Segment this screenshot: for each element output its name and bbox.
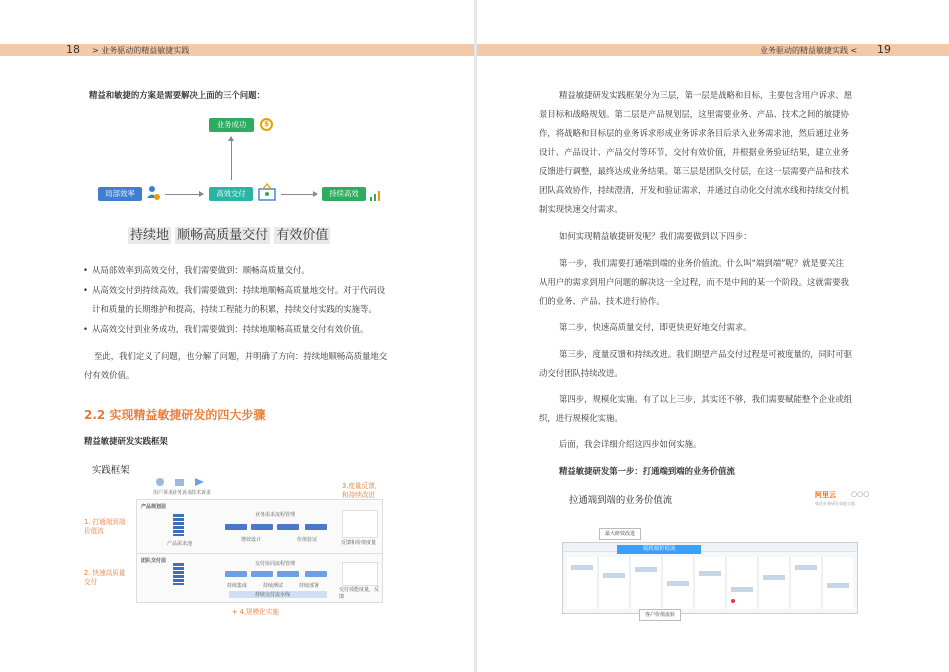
para-7: 后面，我会详细介绍这四步如何实施。 bbox=[559, 439, 702, 449]
header-title: > 业务驱动的精益敏捷实践 bbox=[92, 46, 190, 55]
bullet-3: • 从高效交付到业务成功，我们需要做到：持续地顺畅高质量交付有效价值。 bbox=[92, 321, 368, 338]
stage-integrate bbox=[277, 571, 299, 577]
left-page bbox=[0, 0, 474, 672]
feedback-panel-bottom bbox=[342, 562, 378, 586]
people-icon bbox=[146, 185, 160, 201]
aliyun-logo-sub: 集团业务研发效能实践 bbox=[815, 501, 855, 506]
business-demand-label: 业务诉求 bbox=[172, 490, 193, 496]
right-page bbox=[477, 0, 949, 672]
card-6 bbox=[731, 587, 753, 592]
team-backlog-block bbox=[173, 563, 184, 585]
pipeline-label: 持续交付流水线 bbox=[255, 592, 291, 598]
aliyun-logo bbox=[815, 490, 875, 510]
tech-demand-label: 技术诉求 bbox=[191, 490, 212, 496]
user-icon bbox=[156, 478, 164, 486]
business-success-box: 业务成功 bbox=[209, 118, 254, 132]
value-stream-title: 拉通端到端的业务价值流 bbox=[569, 495, 673, 506]
card-9 bbox=[827, 583, 849, 588]
section-title: 2.2 实现精益敏捷研发的四大步骤 bbox=[84, 408, 266, 422]
feedback-bottom-label: 交付效能度量，反馈 bbox=[339, 587, 380, 600]
bullet-2: • 从高效交付到持续高效，我们需要做到：持续地顺畅高质量地交付。对于代码设 bbox=[92, 282, 385, 299]
efficient-delivery-box: 高效交付 bbox=[209, 187, 253, 201]
caption-part-3: 有效价值 bbox=[276, 228, 329, 243]
card-3 bbox=[635, 567, 657, 572]
label-step-1: 1. 打通端到端 价值流 bbox=[84, 518, 126, 535]
para-5-line-1: 第三步，度量反馈和持续改进。我们期望产品交付过程是可被度量的，同时可驱 bbox=[559, 349, 853, 359]
caption-part-1: 持续地 bbox=[130, 228, 170, 243]
stage-release bbox=[305, 571, 327, 577]
aliyun-logo-text: 阿里云 bbox=[815, 491, 836, 499]
sustained-efficiency-box: 持续高效 bbox=[322, 187, 366, 201]
para-6-line-2: 织，进行规模化实施。 bbox=[539, 413, 623, 423]
note-ci: 持续集成 bbox=[227, 583, 248, 589]
card-1 bbox=[571, 565, 593, 570]
feedback-panel-top bbox=[342, 510, 378, 538]
app-toolbar bbox=[563, 543, 857, 552]
olympic-rings-icon: ○○○ bbox=[851, 490, 870, 498]
arrow-right-1 bbox=[165, 194, 203, 195]
para-1-line-4: 设计、产品设计、产品交付等环节，交付有效价值，并根据业务验证结果，建立业务 bbox=[539, 147, 849, 157]
note-cd: 持续部署 bbox=[299, 583, 320, 589]
card-4 bbox=[667, 581, 689, 586]
page-number: 18 bbox=[66, 43, 80, 56]
team-delivery-layer bbox=[136, 553, 383, 603]
feedback-top-label: 反馈和价值度量 bbox=[341, 540, 377, 546]
stage-value-delivery bbox=[305, 524, 327, 530]
label-step-3: 3.度量反馈， 和持续改进 bbox=[342, 482, 382, 499]
para-3-line-2: 从用户的需求到用户问题的解决这一全过程，而不是中间的某一个阶段。这就需要我 bbox=[539, 277, 849, 287]
bottom-tag: 客户价值流转 bbox=[639, 609, 681, 621]
send-icon bbox=[195, 478, 204, 486]
para-1-line-1: 精益敏捷研发实践框架分为三层，第一层是战略和目标，主要包含用户诉求、愿 bbox=[559, 90, 853, 100]
para-3-line-1: 第一步，我们需要打通端到端的业务价值流。什么叫“端到端”呢？就是要关注 bbox=[559, 258, 845, 268]
team-delivery-label: 团队交付层 bbox=[141, 558, 167, 564]
package-icon bbox=[257, 183, 277, 201]
user-demand-label: 用户诉求 bbox=[153, 490, 174, 496]
figure-title: 实践框架 bbox=[92, 465, 130, 476]
stage-business-planning bbox=[225, 524, 247, 530]
subsection-title: 精益敏捷研发实践框架 bbox=[84, 436, 168, 446]
product-planning-layer bbox=[136, 499, 383, 554]
page-number-right: 19 bbox=[877, 43, 891, 56]
card-8 bbox=[795, 565, 817, 570]
para-1-line-6: 团队高效协作，持续澄清，开发和验证需求，并通过自动化交付流水线和持续交付机 bbox=[539, 185, 849, 195]
stage-test bbox=[251, 571, 273, 577]
product-backlog-block bbox=[173, 514, 184, 536]
up-arrow bbox=[231, 137, 232, 180]
stage-dev bbox=[225, 571, 247, 577]
card-7 bbox=[763, 575, 785, 580]
local-efficiency-box: 局部效率 bbox=[98, 187, 142, 201]
note-design: 增效设计 bbox=[241, 537, 262, 543]
bullet-2-cont: 计和质量的长期维护和提高，持续工程能力的积累，持续交付实践的实施等。 bbox=[92, 304, 377, 314]
para-3-line-3: 们的业务、产品、技术进行协作。 bbox=[539, 296, 665, 306]
card-2 bbox=[603, 573, 625, 578]
para-5-line-2: 动交付团队持续改进。 bbox=[539, 368, 623, 378]
para-2: 如何实现精益敏捷研发呢？我们需要做到以下四步： bbox=[559, 231, 752, 241]
delivery-mgmt-label: 交付协同流程管理 bbox=[255, 561, 296, 567]
diagram-caption bbox=[128, 224, 330, 243]
stage-product-planning bbox=[251, 524, 273, 530]
summary-line-2: 付有效价值。 bbox=[84, 370, 135, 380]
para-1-line-2: 景目标和战略规划。第二层是产品规划层，这里需要业务、产品、技术之间的敏捷协 bbox=[539, 109, 849, 119]
summary-line-1: 至此，我们定义了问题，也分解了问题，并明确了方向：持续地顺畅高质量地交 bbox=[94, 351, 388, 361]
flow-mgmt-label: 业务需求流程管理 bbox=[255, 512, 296, 518]
step1-heading: 精益敏捷研发第一步：打通端到端的业务价值流 bbox=[559, 466, 735, 476]
para-6-line-1: 第四步，规模化实施。有了以上三步，其实还不够，我们需要赋能整个企业或组 bbox=[559, 394, 853, 404]
app-window bbox=[562, 542, 858, 614]
para-4: 第二步，快速高质量交付，即更快更好地交付需求。 bbox=[559, 322, 752, 332]
note-ct: 持续测试 bbox=[263, 583, 284, 589]
product-backlog-label: 产品需求池 bbox=[167, 541, 193, 547]
caption-part-2: 顺畅高质量交付 bbox=[177, 228, 269, 243]
coin-icon: $ bbox=[260, 118, 273, 131]
briefcase-icon bbox=[175, 479, 184, 486]
para-1-line-7: 制实现快速交付需求。 bbox=[539, 204, 623, 214]
para-1-line-5: 反馈进行调整，最终达成业务结果。第三层是团队交付层，在这一层需要产品和技术 bbox=[539, 166, 849, 176]
note-validation: 价值验证 bbox=[297, 537, 318, 543]
highlight-red-dot bbox=[731, 599, 735, 603]
arrow-right-2 bbox=[281, 194, 317, 195]
value-stream-bar: 端到端价值流 bbox=[617, 545, 701, 554]
para-1-line-3: 作，将战略和目标层的业务诉求形成业务诉求条目后录入业务需求池，然后通过业务 bbox=[539, 128, 849, 138]
product-planning-label: 产品规划层 bbox=[141, 504, 167, 510]
intro-heading: 精益和敏捷的方案是需要解决上面的三个问题： bbox=[89, 90, 265, 100]
label-step-4: + 4.规模化实施 bbox=[232, 608, 279, 616]
label-step-2: 2. 快速高质量 交付 bbox=[84, 569, 126, 586]
top-tag: 最大研效改进 bbox=[599, 528, 641, 540]
growth-chart-icon bbox=[369, 187, 383, 201]
header-title-right: 业务驱动的精益敏捷实践 < bbox=[760, 46, 858, 55]
bullet-1: • 从局部效率到高效交付，我们需要做到：顺畅高质量交付。 bbox=[92, 262, 310, 279]
card-5 bbox=[699, 571, 721, 576]
stage-product-design bbox=[277, 524, 299, 530]
